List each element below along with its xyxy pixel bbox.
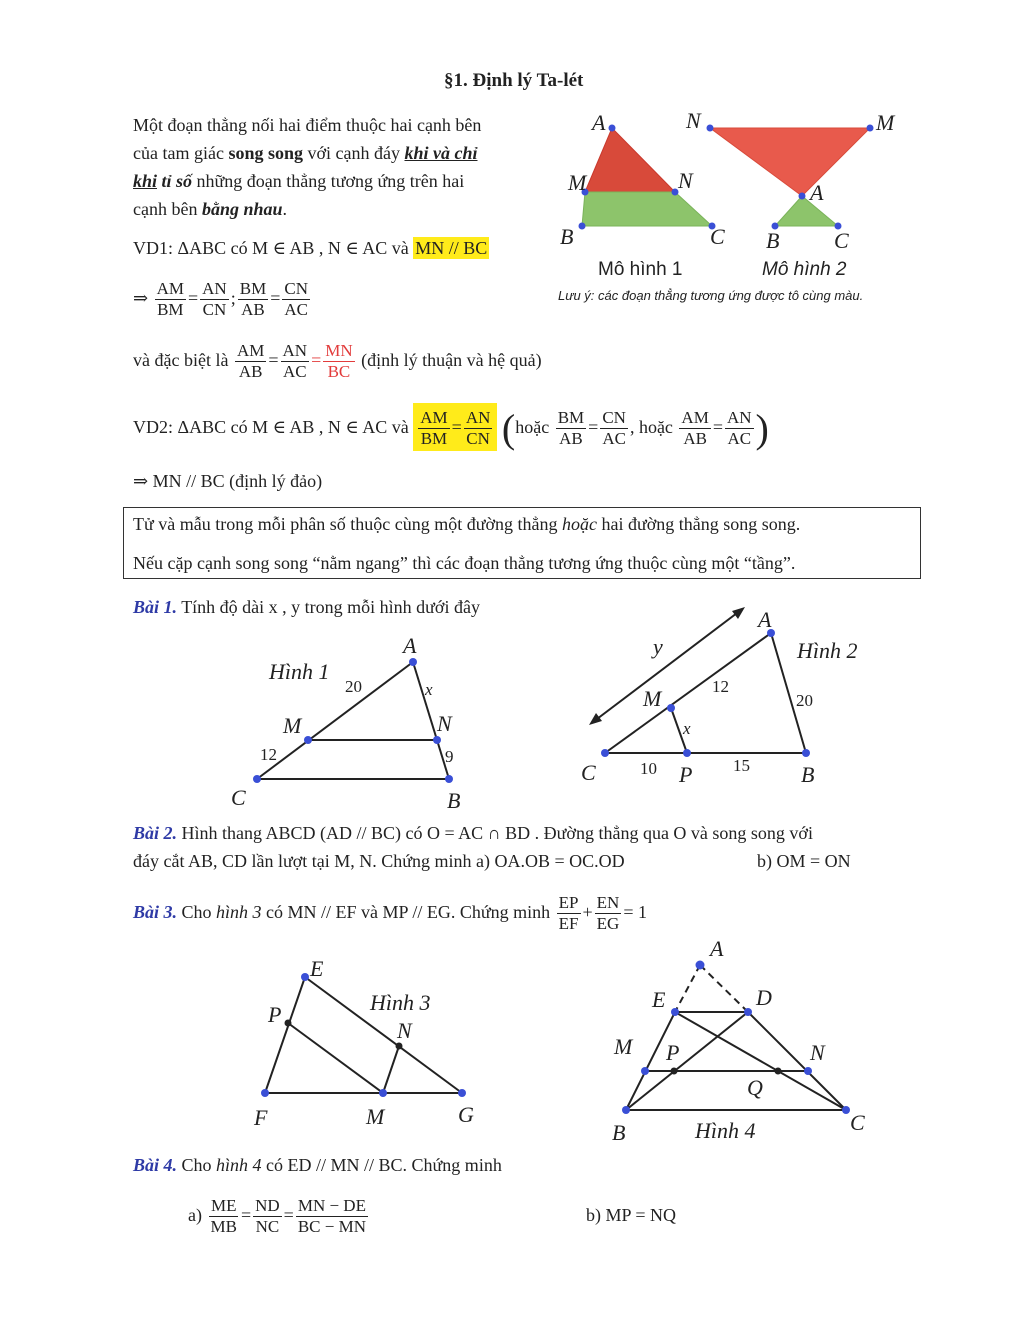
m1-label-M: M — [568, 170, 587, 195]
m2-label-C: C — [834, 228, 849, 253]
fig2-value-20: 20 — [796, 691, 813, 710]
intro-line-2: của tam giác song song với cạnh đáy khi và chỉ — [133, 143, 478, 163]
bai4-part-b: b) MP = NQ — [586, 1205, 676, 1225]
fig4-label-A: A — [710, 936, 724, 961]
m1-label-C: C — [710, 224, 725, 249]
fig3-label-M: M — [366, 1104, 385, 1129]
fig2-label-M: M — [643, 686, 662, 711]
page-title: §1. Định lý Ta-lét — [444, 70, 584, 91]
intro-line-1: Một đoạn thẳng nối hai điểm thuộc hai cạnh bên — [133, 115, 482, 135]
bai2-line-1: Bài 2. Hình thang ABCD (AD // BC) có O = AC ∩ BD . Đường thẳng qua O và song song với — [133, 823, 813, 843]
bai1-figure2 — [575, 600, 865, 800]
fig4-label-N: N — [810, 1040, 825, 1065]
m1-label-N: N — [678, 168, 693, 193]
fig1-value-12: 12 — [260, 745, 277, 764]
fig1-value-20: 20 — [345, 677, 362, 696]
fig4-label-E: E — [652, 987, 666, 1012]
bai4-part-a: a) $\frac{ME}{MB}$ = $\frac{ND}{NC}$ = $\frac{MN - DE}{BC - MN}$ — [188, 1196, 366, 1237]
vd1-ratios: ⇒ $\frac{AM}{BM}$ = $\frac{AN}{CN}$ ; $\frac{BM}{AB}$ = $\frac{CN}{AC}$ — [133, 279, 308, 320]
fig1-label-N: N — [437, 711, 452, 736]
bai3-figure4 — [600, 930, 900, 1145]
bai3-text: Bài 3. Cho hình 3 có MN // EF và MP // EG. Chứng minh $\frac{EP}{EF}$ + $\frac{EN}{EG}$ = 1 — [133, 893, 647, 934]
fig4-label-P: P — [666, 1040, 680, 1065]
note-line-1: Tử và mẫu trong mỗi phân số thuộc cùng một đường thẳng hoặc hai đường thẳng song song. — [133, 514, 801, 534]
fig4-label-M: M — [614, 1034, 633, 1059]
vd2-statement: VD2: ΔABC có M ∈ AB , N ∈ AC và $\frac{AM}{BM}$ = $\frac{AN}{CN}$ (hoặc $\frac{BM}{AB}$ = $\frac{CN}{AC}$ , hoặc $\frac{AM}{AB}$ = $\frac{AN}{AC}$ ) — [133, 403, 769, 451]
fig2-label-B: B — [801, 762, 815, 787]
fig3-label-E: E — [310, 956, 324, 981]
fig4-label-Q: Q — [747, 1075, 763, 1100]
fig1-label-C: C — [231, 785, 246, 810]
fig2-label-P: P — [679, 762, 693, 787]
model1-green-trapezoid — [582, 192, 712, 226]
fig4-label-B: B — [612, 1120, 626, 1145]
bai2-part-b: b) OM = ON — [757, 851, 851, 871]
m2-label-B: B — [766, 228, 780, 253]
model2-caption: Mô hình 2 — [762, 259, 847, 280]
model2-red-triangle — [710, 128, 870, 196]
fig2-label-C: C — [581, 760, 596, 785]
fig3-label-G: G — [458, 1102, 474, 1127]
fig1-name: Hình 1 — [269, 659, 330, 684]
fig2-label-A: A — [758, 607, 772, 632]
fig3-label-N: N — [397, 1018, 412, 1043]
fig1-label-A: A — [403, 633, 417, 658]
fig4-label-C: C — [850, 1110, 865, 1135]
bai2-line-2: đáy cắt AB, CD lần lượt tại M, N. Chứng minh a) OA.OB = OC.OD — [133, 851, 625, 871]
intro-line-4: cạnh bên bằng nhau. — [133, 199, 288, 219]
m2-label-A: A — [810, 180, 824, 205]
models-note: Lưu ý: các đoạn thẳng tương ứng được tô cùng màu. — [558, 288, 864, 303]
fig2-name: Hình 2 — [797, 638, 858, 663]
m2-label-N: N — [686, 108, 701, 133]
fig4-name: Hình 4 — [695, 1118, 756, 1143]
fig1-value-9: 9 — [445, 747, 454, 766]
models-figure — [540, 100, 920, 310]
model1-caption: Mô hình 1 — [598, 259, 683, 280]
note-line-2: Nếu cặp cạnh song song “nằm ngang” thì các đoạn thẳng tương ứng thuộc cùng một “tầng”. — [133, 553, 796, 573]
fig2-value-10: 10 — [640, 759, 657, 778]
model1-red-triangle — [585, 128, 675, 192]
fig3-label-F: F — [254, 1105, 268, 1130]
fig4-label-D: D — [756, 985, 772, 1010]
vd2-conclusion: ⇒ MN // BC (định lý đảo) — [133, 471, 323, 491]
bai4-text: Bài 4. Cho hình 4 có ED // MN // BC. Chứng minh — [133, 1155, 502, 1175]
fig2-value-y: y — [653, 634, 663, 659]
m2-label-M: M — [876, 110, 895, 135]
m1-label-B: B — [560, 224, 574, 249]
vd1-special: và đặc biệt là $\frac{AM}{AB}$ = $\frac{AN}{AC}$ = $\frac{MN}{BC}$ (định lý thuận và hệ quả) — [133, 341, 542, 382]
vd1-statement: VD1: ΔABC có M ∈ AB , N ∈ AC và MN // BC — [133, 238, 488, 258]
fig2-value-15: 15 — [733, 756, 750, 775]
fig1-label-B: B — [447, 788, 461, 813]
fig2-value-x: x — [683, 719, 691, 738]
fig3-label-P: P — [268, 1002, 282, 1027]
fig2-value-12: 12 — [712, 677, 729, 696]
fig1-label-M: M — [283, 713, 302, 738]
bai1-text: Bài 1. Tính độ dài x , y trong mỗi hình dưới đây — [133, 597, 480, 617]
fig1-value-x: x — [425, 680, 433, 699]
intro-line-3: khi tỉ số những đoạn thẳng tương ứng trên hai — [133, 171, 465, 191]
bai3-figure3 — [240, 950, 500, 1135]
bai1-figure1 — [215, 625, 495, 820]
m1-label-A: A — [592, 110, 606, 135]
model2-green-triangle — [775, 196, 838, 226]
fig3-name: Hình 3 — [370, 990, 431, 1015]
